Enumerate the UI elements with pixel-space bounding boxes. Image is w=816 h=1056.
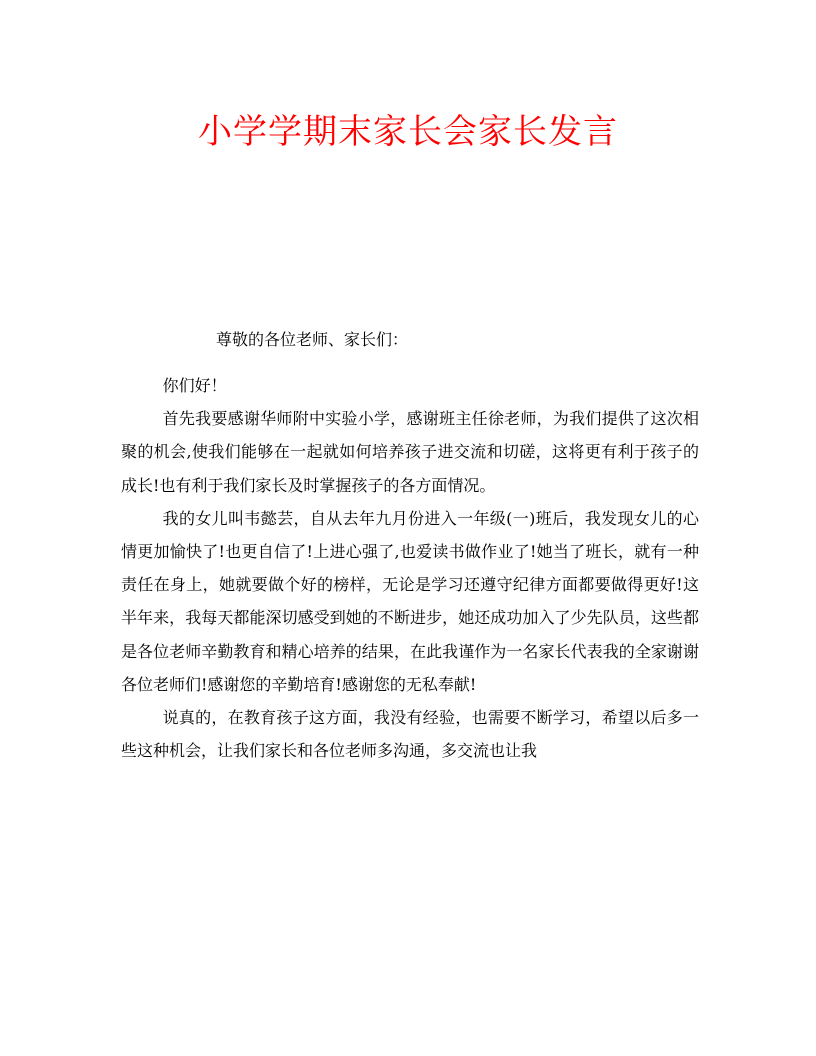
- paragraph-experience: 说真的，在教育孩子这方面，我没有经验，也需要不断学习，希望以后多一些这种机会，让我们家长和各位老师多沟通，多交流也让我: [121, 708, 699, 761]
- document-body: [121, 369, 699, 767]
- paragraph-daughter: 我的女儿叫韦懿芸，自从去年九月份进入一年级(一)班后，我发现女儿的心情更加愉快了!也更自信了!上进心强了,也爱读书做作业了!她当了班长，就有一种责任在身上，她就要做个好的榜样，无论是学习还遵守纪律方面都要做得更好!这半年来，我每天都能深切感受到她的不断进步，她还成功加入了少先队员，这些都是各位老师辛勤教育和精心培养的结果，在此我谨作为一名家长代表我的全家谢谢各位老师们!感谢您的辛勤培育!感谢您的无私奉献!: [121, 508, 699, 694]
- salutation: 尊敬的各位老师、家长们：: [216, 330, 409, 349]
- document-title: 小学学期末家长会家长发言: [198, 112, 618, 152]
- paragraph-greeting: 你们好！: [162, 376, 227, 395]
- paragraph-thanks: 首先我要感谢华师附中实验小学，感谢班主任徐老师，为我们提供了这次相聚的机会,使我们能够在一起就如何培养孩子进交流和切磋，这将更有利于孩子的成长!也有利于我们家长及时掌握孩子的各方面情况。: [121, 409, 699, 495]
